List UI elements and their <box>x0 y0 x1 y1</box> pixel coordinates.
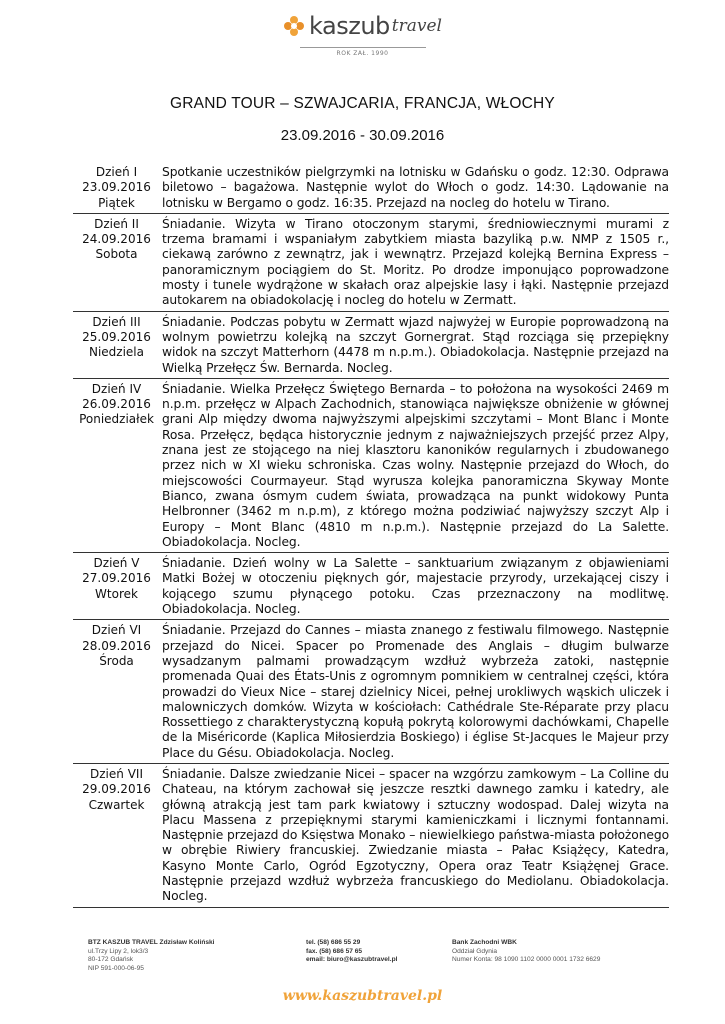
footer-email[interactable]: email: biuro@kaszubtravel.pl <box>306 956 398 964</box>
day-date: 23.09.2016 <box>82 180 151 195</box>
day-date: 28.09.2016 <box>82 638 151 653</box>
day-number: Dzień V <box>93 556 140 571</box>
itinerary-day <box>73 164 669 214</box>
day-date: 25.09.2016 <box>82 329 151 344</box>
day-description: Śniadanie. Wizyta w Tirano otoczonym starymi, średniowiecznymi murami z trzema bramami i wspaniałym zabytkiem miasta bazyliką p.w. NMP z 1505 r., ciekawą zarówno z zewnątrz, jak i wewnątrz. Przejazd kolejką Bernina Express – panoramicznym pociągiem do St. Moritz. Po drodze imponująco poprowadzone mosty i tunele wydrążone w skałach oraz alpejskie lasy i łąki. Następnie przejazd autokarem na obiadokolację i nocleg do hotelu w Zermatt. <box>162 216 669 308</box>
day-description: Śniadanie. Dalsze zwiedzanie Nicei – spacer na wzgórzu zamkowym – La Colline du Chateau, na którym zachował się jeszcze resztki dawnego zamku i katedry, ale główną atrakcją jest tam park kwiatowy i sztuczny wodospad. Dalej wizyta na Placu Massena z przepięknymi starymi kamieniczkami i licznymi fontannami. Następnie przejazd do Księstwa Monako – niewielkiego państwa-miasta położonego w obrębie Riwiery francuskiej. Zwiedzanie miasta – Pałac Książęcy, Katedra, Kasyno Monte Carlo, Ogród Egzotyczny, Opera oraz Teatr Książęnej Grace. Następnie przejazd wzdłuż wybrzeża francuskiego do Mediolanu. Obiadokolacja. Nocleg. <box>162 766 669 904</box>
itinerary-day <box>73 620 669 764</box>
day-weekday: Niedziela <box>88 345 144 360</box>
flower-logo-icon <box>283 15 305 37</box>
day-weekday: Piątek <box>98 195 135 210</box>
footer-bank-branch: Oddział Gdynia <box>452 947 498 955</box>
itinerary-list <box>73 164 669 908</box>
day-label <box>73 382 160 550</box>
day-label <box>73 165 160 211</box>
day-label <box>73 217 160 309</box>
document-title: GRAND TOUR – SZWAJCARIA, FRANCJA, WŁOCHY <box>170 95 555 112</box>
footer-company-nip: NIP 591-000-06-95 <box>88 964 144 972</box>
itinerary-day <box>73 214 669 312</box>
footer-bank-name: Bank Zachodni WBK <box>452 939 517 946</box>
footer-contact <box>306 939 452 973</box>
day-label <box>73 556 160 617</box>
footer-company <box>88 939 306 973</box>
itinerary-day <box>73 379 669 553</box>
day-weekday: Środa <box>99 653 134 668</box>
footer-bank <box>452 939 642 973</box>
logo-brand-text: kaszub <box>309 12 390 40</box>
day-description: Śniadanie. Wielka Przełęcz Świętego Bernarda – to położona na wysokości 2469 m n.p.m. przełęcz w Alpach Zachodnich, stanowiąca największe obniżenie w głównej grani Alp między dwoma najwyższymi alpejskimi szczytami – Mont Blanc i Monte Rosa. Przełęcz, będąca historycznie jednym z najważniejszych przejść przez Alpy, znana jest ze stojącego na niej klasztoru kanoników regularnych i zbudowanego przez nich w XI wieku schroniska. Czas wolny. Następnie przejazd do Włoch, do miejscowości Courmayeur. Stąd wyrusza kolejka panoramiczna Skyway Monte Bianco, zwana ósmym cudem świata, prowadząca na punkt widokowy Punta Helbronner (3462 m n.p.m), z którego można podziwiać najwyższy szczyt Alp i Europy – Mont Blanc (4810 m n.p.m.). Następnie przejazd do La Salette. Obiadokolacja. Nocleg. <box>162 381 669 549</box>
day-date: 29.09.2016 <box>82 782 151 797</box>
footer-phone: tel. (58) 686 55 29 <box>306 939 361 946</box>
day-description: Śniadanie. Dzień wolny w La Salette – sanktuarium związanym z objawieniami Matki Bożej w otoczeniu pięknych gór, majestacie przyrody, urzekającej ciszy i kojącego szumu płynącego potoku. Czas przeznaczony na modlitwę. Obiadokolacja. Nocleg. <box>162 556 669 617</box>
day-weekday: Poniedziałek <box>79 412 154 427</box>
day-weekday: Sobota <box>95 247 138 262</box>
footer-company-city: 80-172 Gdańsk <box>88 956 134 964</box>
logo-tagline: ROK ZAŁ. 1990 <box>336 50 389 57</box>
day-description: Śniadanie. Przejazd do Cannes – miasta znanego z festiwalu filmowego. Następnie przejazd do Nicei. Spacer po Promenade des Anglais – długim bulwarze wysadzanym palmami prowadzącym wzdłuż wybrzeża zatoki, następnie promenada Quai des États-Unis z ogromnym pomnikiem w centralnej części, która prowadzi do Vieux Nice – starej dzielnicy Nicei, pełnej urokliwych wąskich uliczek i malowniczych domków. Wizyta w kościołach: Cathédrale Ste-Réparate przy placu Rossettiego z charakterystyczną kopułą pokrytą kolorowymi dachówkami, Chapelle de la Miséricorde (Kaplica Miłosierdzia Boskiego) i église St-Jacques le Majeur przy Place du Gésu. Obiadokolacja. Nocleg. <box>162 623 669 760</box>
itinerary-day <box>73 553 669 620</box>
logo-divider <box>300 47 426 48</box>
tour-dates: 23.09.2016 - 30.09.2016 <box>280 127 445 144</box>
day-date: 24.09.2016 <box>82 232 151 247</box>
day-number: Dzień VII <box>90 766 143 781</box>
day-number: Dzień VI <box>91 623 142 638</box>
footer-bank-account: Numer Konta: 98 1090 1102 0000 0001 1732 6629 <box>452 956 601 964</box>
day-date: 26.09.2016 <box>82 397 151 412</box>
day-weekday: Wtorek <box>95 586 138 601</box>
itinerary-day <box>73 764 669 908</box>
logo-script-text: travel <box>391 16 442 36</box>
day-label <box>73 623 160 761</box>
day-label <box>73 767 160 905</box>
itinerary-day <box>73 312 669 379</box>
day-number: Dzień II <box>94 216 139 231</box>
company-logo <box>0 12 725 57</box>
footer-company-name: BTZ KASZUB TRAVEL Zdzisław Koliński <box>88 939 215 946</box>
day-label <box>73 315 160 376</box>
page-footer <box>88 939 648 973</box>
day-description: Spotkanie uczestników pielgrzymki na lotnisku w Gdańsku o godz. 12:30. Odprawa biletowo – bagażowa. Następnie wylot do Włoch o godz. 14:30. Lądowanie na lotnisku w Bergamo o godz. 16:35. Przejazd na nocleg do hotelu w Tirano. <box>162 165 669 210</box>
day-number: Dzień I <box>95 165 138 179</box>
day-number: Dzień III <box>92 314 141 329</box>
footer-company-street: ul.Trzy Lipy 2, lok3/3 <box>88 947 149 955</box>
footer-fax: fax. (58) 686 57 65 <box>306 947 363 955</box>
day-weekday: Czwartek <box>88 797 145 812</box>
website-link[interactable]: www.kaszubtravel.pl <box>282 988 443 1004</box>
day-number: Dzień IV <box>91 381 142 396</box>
day-date: 27.09.2016 <box>82 571 151 586</box>
day-description: Śniadanie. Podczas pobytu w Zermatt wjazd najwyżej w Europie poprowadzoną na wolnym powietrzu kolejką na szczyt Gornergrat. Stąd rozciąga się przepiękny widok na szczyt Matterhorn (4478 m n.p.m.). Obiadokolacja. Następnie przejazd na Wielką Przełęcz Św. Bernarda. Nocleg. <box>162 314 669 375</box>
